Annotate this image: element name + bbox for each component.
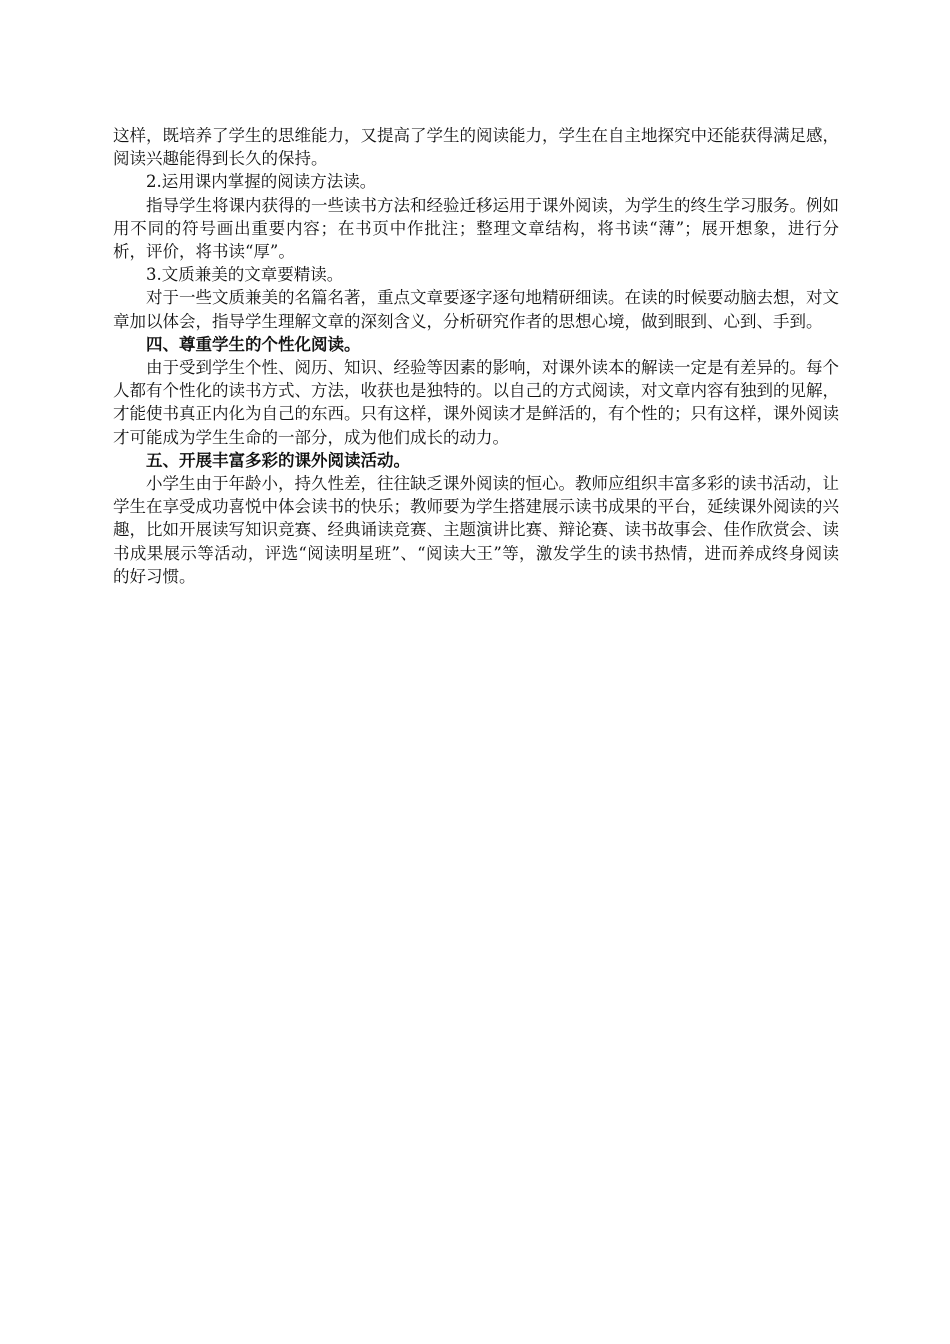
heading-section-four: 四、尊重学生的个性化阅读。 [146,334,361,354]
paragraph-reading-activities: 小学生由于年龄小，持久性差，往往缺乏课外阅读的恒心。教师应组织丰富多彩的读书活动，让学生在享受成功喜悦中体会读书的快乐；教师要为学生搭建展示读书成果的平台，延续课外阅读的兴趣，比如开展读写知识竞赛、经典诵读竞赛、主题演讲比赛、辩论赛、读书故事会、佳作欣赏会、读书成果展示等活动，评选“阅读明星班”、“阅读大王”等，激发学生的读书热情，进而养成终身阅读的好习惯。 [113,474,839,586]
document-body [113,124,839,588]
paragraph-reading-methods: 指导学生将课内获得的一些读书方法和经验迁移运用于课外阅读，为学生的终生学习服务。例如用不同的符号画出重要内容；在书页中作批注；整理文章结构，将书读“薄”；展开想象，进行分析，评价，将书读“厚”。 [113,195,839,262]
paragraph-personalized-reading: 由于受到学生个性、阅历、知识、经验等因素的影响，对课外读本的解读一定是有差异的。每个人都有个性化的读书方式、方法，收获也是独特的。以自己的方式阅读，对文章内容有独到的见解，才能使书真正内化为自己的东西。只有这样，课外阅读才是鲜活的，有个性的；只有这样，课外阅读才可能成为学生生命的一部分，成为他们成长的动力。 [113,358,839,447]
heading-section-five: 五、开展丰富多彩的课外阅读活动。 [146,450,410,470]
paragraph-intensive-reading: 对于一些文质兼美的名篇名著，重点文章要逐字逐句地精研细读。在读的时候要动脑去想，对文章加以体会，指导学生理解文章的深刻含义，分析研究作者的思想心境，做到眼到、心到、手到。 [113,288,839,331]
subheading-intensive-reading: 3.文质兼美的文章要精读。 [146,265,344,285]
paragraph-continuation: 这样，既培养了学生的思维能力，又提高了学生的阅读能力，学生在自主地探究中还能获得满足感，阅读兴趣能得到长久的保持。 [113,126,839,169]
subheading-reading-methods: 2.运用课内掌握的阅读方法读。 [146,172,377,192]
